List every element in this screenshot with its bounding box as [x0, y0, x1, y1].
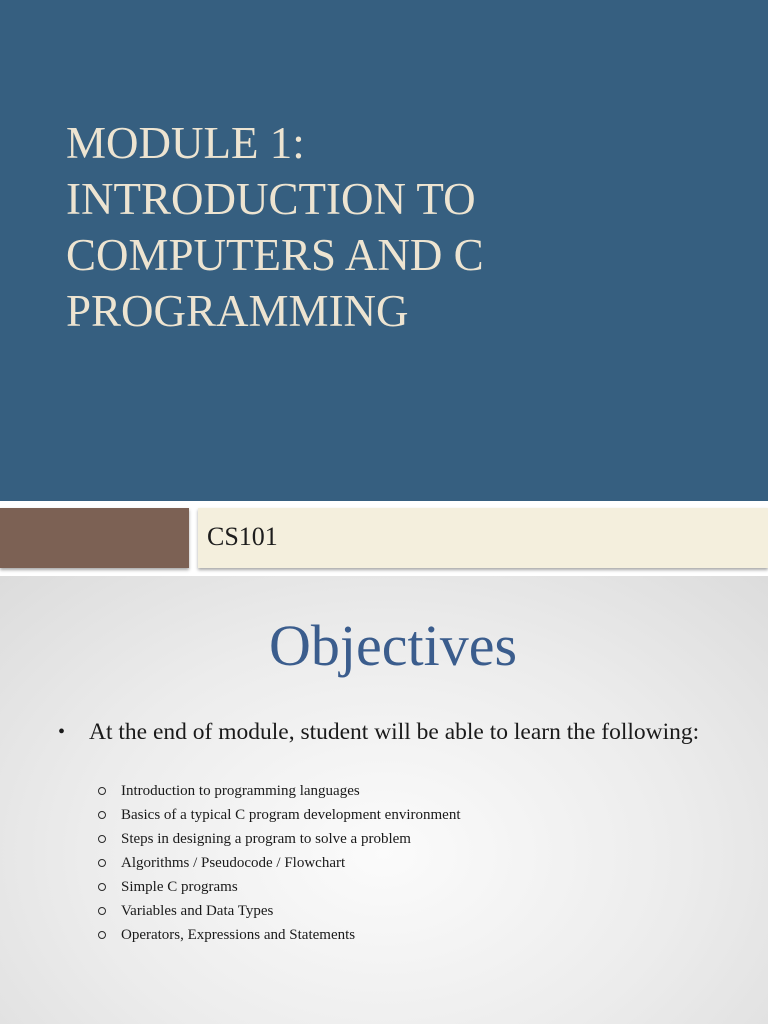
- objective-item: [98, 899, 718, 923]
- objective-item: [98, 923, 718, 947]
- objective-text: Variables and Data Types: [121, 903, 274, 919]
- accent-block: [0, 508, 189, 568]
- main-bullet: [58, 717, 718, 747]
- objective-item: [98, 827, 718, 851]
- hollow-circle-icon: [98, 931, 106, 939]
- objective-text: Algorithms / Pseudocode / Flowchart: [121, 855, 346, 871]
- objective-item: [98, 851, 718, 875]
- hollow-circle-icon: [98, 811, 106, 819]
- objective-text: Basics of a typical C program development environment: [121, 807, 461, 823]
- objectives-heading: Objectives: [268, 613, 518, 678]
- objective-item: [98, 779, 718, 803]
- objective-text: Steps in designing a program to solve a problem: [121, 831, 411, 847]
- hollow-circle-icon: [98, 883, 106, 891]
- objective-text: Simple C programs: [121, 879, 238, 895]
- course-code: CS101: [207, 522, 278, 551]
- subtitle-bar: [198, 508, 768, 568]
- objective-text: Operators, Expressions and Statements: [121, 927, 356, 943]
- objective-item: [98, 875, 718, 899]
- main-bullet-text: At the end of module, student will be able to learn the following:: [89, 719, 700, 745]
- title-panel: [0, 0, 768, 501]
- objective-text: Introduction to programming languages: [121, 783, 360, 799]
- objective-item: [98, 803, 718, 827]
- hollow-circle-icon: [98, 835, 106, 843]
- slide-title: MODULE 1: INTRODUCTION TO COMPUTERS AND C PROGRAMMING: [66, 118, 484, 336]
- hollow-circle-icon: [98, 907, 106, 915]
- bullet-icon: •: [58, 721, 66, 743]
- objectives-slide: [0, 576, 768, 1024]
- hollow-circle-icon: [98, 859, 106, 867]
- objectives-list: [98, 779, 718, 947]
- hollow-circle-icon: [98, 787, 106, 795]
